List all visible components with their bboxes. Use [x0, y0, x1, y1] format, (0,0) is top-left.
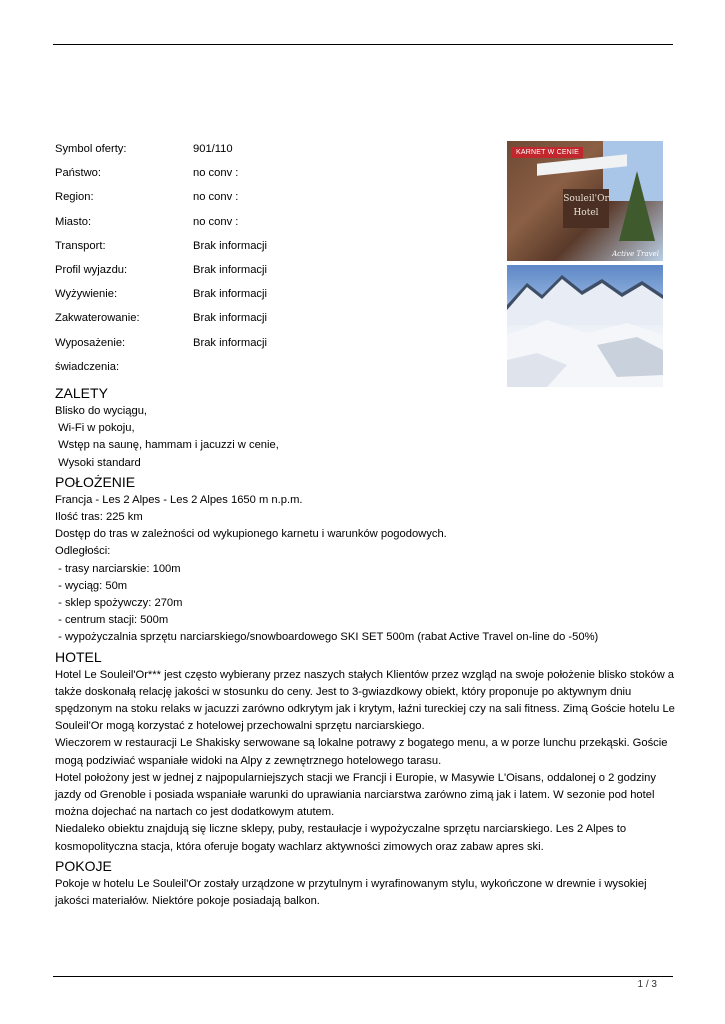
- offer-value: Brak informacji: [193, 263, 267, 276]
- offer-value: no conv :: [193, 191, 239, 204]
- polozenie-line: - sklep spożywczy: 270m: [55, 597, 183, 610]
- offer-details: [55, 143, 475, 385]
- pokoje-paragraph: Pokoje w hotelu Le Souleil'Or zostały urządzone w przytulnym i wyrafinowanym stylu, wykończone w drewnie i wysokiej jakości materiałów. Niektóre pokoje posiadają balkon.: [55, 877, 650, 908]
- top-rule: [53, 44, 673, 45]
- watermark: Active Travel: [612, 250, 659, 258]
- offer-key: Region:: [55, 191, 94, 204]
- polozenie-line: - centrum stacji: 500m: [55, 614, 169, 627]
- sign-line2: Hotel: [573, 208, 599, 218]
- polozenie-line: Ilość tras: 225 km: [55, 511, 143, 524]
- zalety-line: Wi-Fi w pokoju,: [55, 422, 135, 435]
- polozenie-line: - wypożyczalnia sprzętu narciarskiego/snowboardowego SKI SET 500m (rabat Active Travel on-line do -50%): [55, 631, 599, 644]
- bottom-rule: [53, 976, 673, 977]
- hotel-heading: HOTEL: [55, 648, 102, 665]
- offer-value: no conv :: [193, 215, 239, 228]
- offer-key: Symbol oferty:: [55, 143, 127, 155]
- offer-key: Państwo:: [55, 167, 102, 180]
- offer-key: świadczenia:: [55, 360, 120, 373]
- pokoje-heading: POKOJE: [55, 857, 112, 874]
- polozenie-line: - trasy narciarskie: 100m: [55, 562, 181, 575]
- zalety-heading: ZALETY: [55, 385, 108, 401]
- hotel-photos: [507, 141, 663, 387]
- offer-key: Profil wyjazdu:: [55, 263, 128, 276]
- sign-line1: Souleil'Or: [563, 194, 609, 204]
- polozenie-line: - wyciąg: 50m: [55, 579, 128, 592]
- offer-value: Brak informacji: [193, 288, 267, 301]
- hotel-paragraph: Hotel położony jest w jednej z najpopularniejszych stacji we Francji i Europie, w Masywie L'Oisans, oddalonej o 2 godziny jazdy od Grenoble i posiada wspaniałe warunki do uprawiania narciarstwa zarówno zimą jak i latem. W sezonie pod hotel można dojechać na nartach co jest dodatkowym atutem.: [55, 771, 660, 819]
- offer-value: Brak informacji: [193, 312, 267, 325]
- polozenie-list: [55, 492, 675, 647]
- offer-row: [55, 143, 475, 167]
- page-number: 1 / 3: [637, 979, 657, 990]
- offer-value: [193, 361, 475, 385]
- offer-key: Wyposażenie:: [55, 336, 126, 349]
- polozenie-line: Dostęp do tras w zależności od wykupionego karnetu i warunków pogodowych.: [55, 528, 447, 541]
- offer-key: Miasto:: [55, 215, 92, 228]
- offer-value: no conv :: [193, 167, 239, 180]
- offer-row: [55, 312, 475, 336]
- offer-row: [55, 264, 475, 288]
- main-content: [55, 383, 679, 910]
- polozenie-line: Odległości:: [55, 545, 111, 558]
- zalety-list: [55, 403, 675, 472]
- offer-row: [55, 167, 475, 191]
- hotel-paragraph: Niedaleko obiektu znajdują się liczne sklepy, puby, restaułacje i wypożyczalne sprzętu narciarskiego. Les 2 Alpes to kosmopolityczna stacja, która oferuje bogaty wachlarz aktywności zimowych oraz zabaw apres ski.: [55, 823, 630, 853]
- karnet-badge: KARNET W CENIE: [512, 147, 583, 158]
- offer-value: Brak informacji: [193, 336, 267, 349]
- offer-key: Transport:: [55, 239, 106, 252]
- mountain-photo: [507, 265, 663, 387]
- polozenie-heading: POŁOŻENIE: [55, 473, 136, 490]
- offer-row: [55, 240, 475, 264]
- tree: [619, 171, 655, 241]
- offer-row: [55, 288, 475, 312]
- hotel-photo: [507, 141, 663, 261]
- hotel-paragraph: Wieczorem w restauracji Le Shakisky serwowane są lokalne potrawy z bogatego menu, a w porze lunchu przekąski. Goście mogą podziwiać wspaniałe widoki na Alpy z zewnętrznego hotelowego tarasu.: [55, 737, 671, 767]
- zalety-line: Blisko do wyciągu,: [55, 405, 148, 417]
- offer-row: [55, 191, 475, 215]
- pokoje-text: [55, 876, 675, 910]
- polozenie-line: Francja - Les 2 Alpes - Les 2 Alpes 1650 m n.p.m.: [55, 493, 303, 506]
- offer-row: [55, 361, 475, 385]
- zalety-line: Wysoki standard: [55, 456, 141, 469]
- zalety-line: Wstęp na saunę, hammam i jacuzzi w cenie,: [55, 439, 279, 452]
- offer-key: Zakwaterowanie:: [55, 312, 140, 325]
- offer-row: [55, 337, 475, 361]
- mountains-graphic: [507, 265, 663, 387]
- offer-row: [55, 216, 475, 240]
- offer-key: Wyżywienie:: [55, 288, 118, 301]
- hotel-text: [55, 667, 679, 856]
- offer-value: 901/110: [193, 143, 233, 155]
- offer-value: Brak informacji: [193, 239, 267, 252]
- hotel-sign: [563, 189, 609, 228]
- hotel-paragraph: Hotel Le Souleil'Or*** jest często wybierany przez naszych stałych Klientów przez wzgląd na swoje położenie blisko stoków a także doskonałą relację jakości w stosunku do ceny. Jest to 3-gwiazdkowy obiekt, który proponuje po aktywnym dniu spędzonym na stoku relaks w jacuzzi zarówno odkrytym jak i krytym, łaźni tureckiej czy na sali fitness. Zimą Goście hotelu Le Souleil'Or mogą korzystać z hotelowej przechowalni sprzętu narciarskiego.: [55, 668, 679, 733]
